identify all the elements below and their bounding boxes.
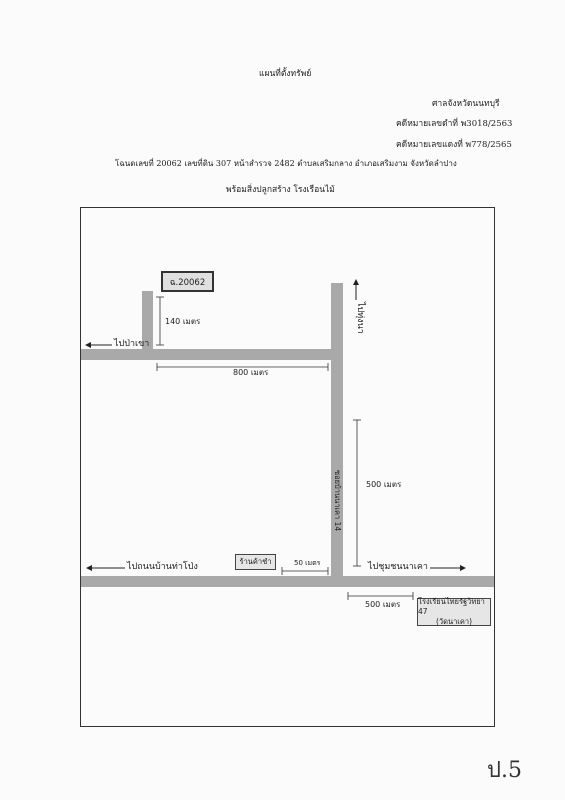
court-name: ศาลจังหวัดนนทบุรี xyxy=(432,99,500,109)
dim-500-vertical-label: 500 เมตร xyxy=(366,480,402,489)
black-case-number: คดีหมายเลขดำที่ พ3018/2563 xyxy=(396,119,513,129)
school-name: โรงเรียนไทยรัฐวิทยา 47 xyxy=(418,597,485,617)
page-title: แผนที่ตั้งทรัพย์ xyxy=(259,69,312,79)
red-case-number: คดีหมายเลขแดงที่ พ778/2565 xyxy=(396,140,512,150)
deed-description: โฉนดเลขที่ 20062 เลขที่ดิน 307 หน้าสำรวจ 2482 ตำบลเสริมกลาง อำเภอเสริมงาม จังหวัดลำปาง xyxy=(115,159,457,168)
shop-label-box: ร้านค้าชำ xyxy=(235,554,276,570)
parcel-label-box: ฉ.20062 xyxy=(161,271,214,292)
handwritten-page-mark: ป.5 xyxy=(487,758,522,783)
label-to-chumchon-na-khao: ไปชุมชนนาเคา xyxy=(368,562,428,572)
school-subname: (วัดนาเคา) xyxy=(435,616,473,626)
dim-50-label: 50 เมตร xyxy=(294,559,321,567)
vertical-road-name: ซอยบ้านนาเคา 14 xyxy=(333,470,342,532)
label-to-pa-khao: ไปป่าเขา xyxy=(114,339,150,349)
dim-800-label: 800 เมตร xyxy=(233,368,269,377)
dim-500-horizontal-label: 500 เมตร xyxy=(365,600,401,609)
building-description: พร้อมสิ่งปลูกสร้าง โรงเรือนไม้ xyxy=(226,185,335,195)
label-to-thung-na: ไปทุ่งนา xyxy=(355,302,365,334)
label-to-ban-tha-pong: ไปถนนบ้านท่าโป่ง xyxy=(127,562,198,572)
dim-140-label: 140 เมตร xyxy=(165,317,201,326)
